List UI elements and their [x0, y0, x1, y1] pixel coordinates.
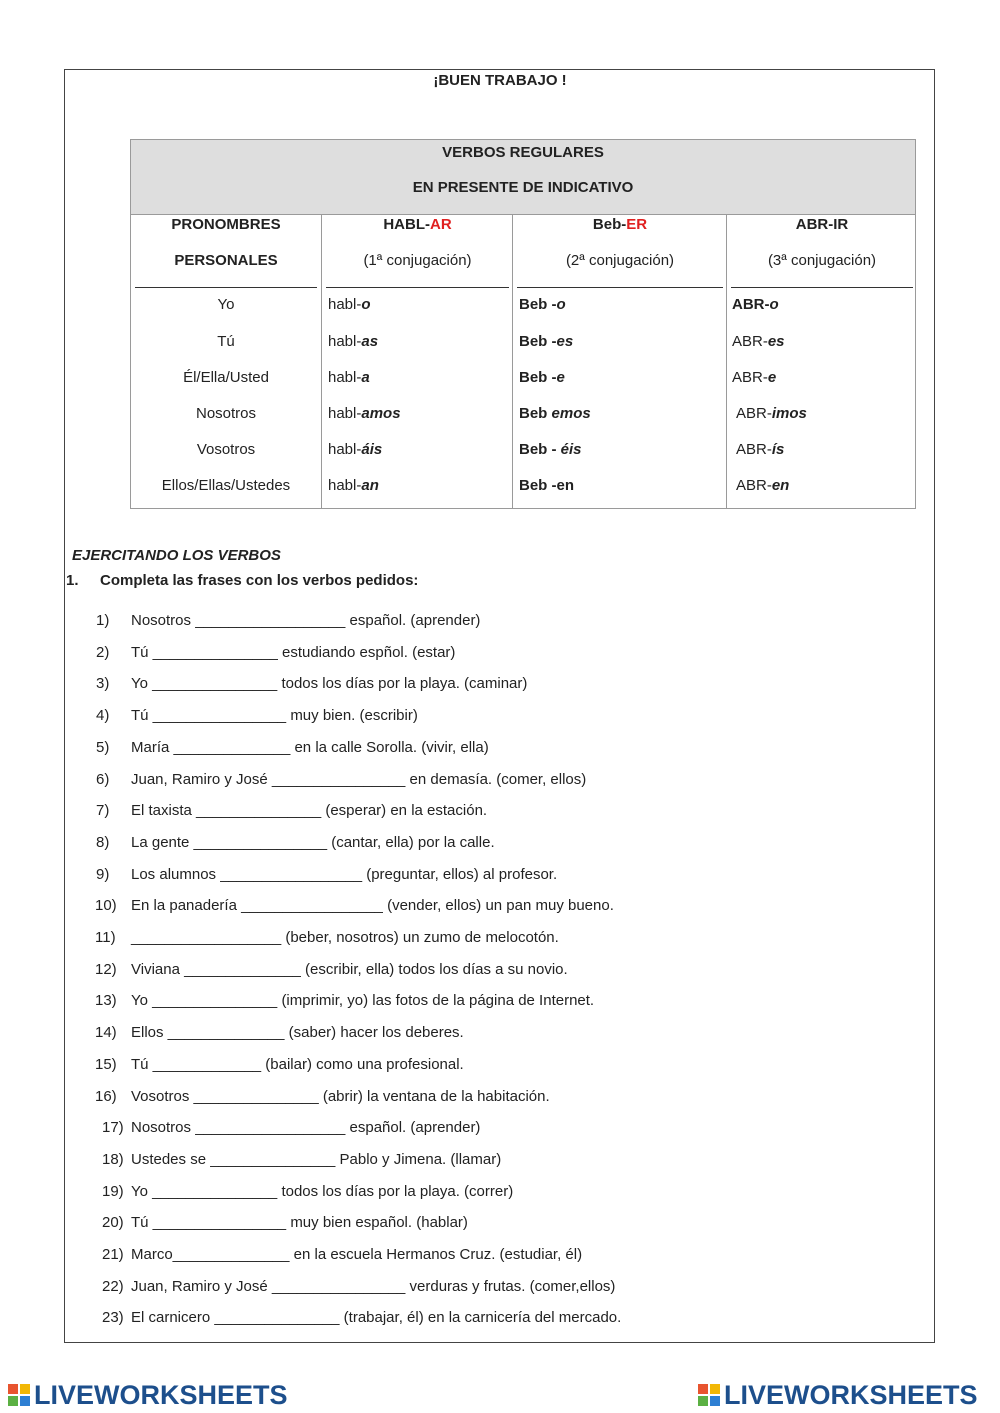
exercise-number: 21)	[102, 1246, 124, 1263]
exercise-number: 17)	[102, 1119, 124, 1137]
pronouns-cell: Nosotros	[195, 405, 257, 422]
ir-cell	[736, 441, 913, 458]
verb-ending: o	[769, 296, 779, 313]
verb-ending: en	[556, 477, 575, 494]
exercise-item	[0, 739, 1000, 759]
exercise-item	[0, 1056, 1000, 1076]
exercise-item	[0, 707, 1000, 727]
header-stem: HABL-	[383, 216, 430, 233]
verb-stem: Beb	[519, 405, 552, 422]
exercise-text[interactable]: Juan, Ramiro y José ________________ en demasía. (comer, ellos)	[131, 770, 587, 788]
verb-stem: ABR-	[736, 477, 772, 494]
verb-ending: as	[361, 333, 379, 350]
verb-stem: ABR-	[736, 405, 772, 422]
ar-cell	[328, 405, 509, 422]
exercise-number: 10)	[95, 897, 117, 915]
header-stem: Beb-	[592, 216, 627, 233]
verb-ending: ís	[771, 441, 785, 458]
exercise-number: 7)	[96, 802, 110, 820]
verb-ending: éis	[560, 441, 582, 458]
exercise-number: 9)	[96, 865, 110, 883]
logo-text: LIVEWORKSHEETS	[34, 1380, 288, 1410]
verb-stem: Beb -	[519, 369, 557, 386]
logo-icon	[698, 1384, 720, 1406]
pronouns-cell: Vosotros	[196, 441, 256, 458]
er-cell	[519, 441, 723, 458]
er-cell	[519, 333, 723, 350]
verb-stem: Beb -	[519, 477, 557, 494]
exercise-text[interactable]: Yo _______________ (imprimir, yo) las fotos de la página de Internet.	[131, 992, 595, 1010]
header-ending: ER	[626, 216, 648, 233]
er-cell	[519, 296, 723, 313]
ar-cell	[328, 333, 509, 350]
exercise-item	[0, 1119, 1000, 1139]
exercise-text[interactable]: Los alumnos _________________ (preguntar, ellos) al profesor.	[131, 865, 558, 883]
exercise-item	[0, 992, 1000, 1012]
column-subheader: PERSONALES	[174, 252, 278, 269]
exercise-item	[0, 961, 1000, 981]
column-header	[513, 216, 727, 233]
exercise-text[interactable]: Viviana ______________ (escribir, ella) todos los días a su novio.	[131, 960, 568, 978]
ar-cell	[328, 441, 509, 458]
verb-table	[130, 139, 916, 509]
exercise-number: 22)	[102, 1277, 124, 1295]
exercise-item	[0, 1151, 1000, 1171]
exercise-item	[0, 771, 1000, 791]
exercise-text[interactable]: El carnicero _______________ (trabajar, él) en la carnicería del mercado.	[131, 1309, 622, 1327]
verb-ending: a	[361, 369, 370, 386]
exercise-item	[0, 1214, 1000, 1234]
verb-stem: habl-	[328, 333, 362, 350]
column-header: PRONOMBRES	[171, 216, 281, 233]
er-cell	[519, 405, 723, 422]
verb-stem: habl-	[328, 441, 362, 458]
header-line-2: EN PRESENTE DE INDICATIVO	[412, 179, 634, 196]
column-ir	[726, 214, 917, 508]
exercise-number: 16)	[95, 1087, 117, 1105]
column-header: ABR-IR	[795, 216, 849, 233]
exercise-text[interactable]: Marco______________ en la escuela Hermanos Cruz. (estudiar, él)	[131, 1246, 583, 1263]
exercise-item	[0, 1088, 1000, 1108]
exercise-text[interactable]: En la panadería _________________ (vender, ellos) un pan muy bueno.	[131, 897, 614, 915]
verb-stem: habl-	[328, 369, 362, 386]
exercise-text[interactable]: __________________ (beber, nosotros) un zumo de melocotón.	[131, 929, 559, 946]
exercise-text[interactable]: La gente ________________ (cantar, ella) por la calle.	[131, 833, 495, 851]
exercise-text[interactable]: Ustedes se _______________ Pablo y Jimena. (llamar)	[131, 1150, 502, 1168]
verb-table-header	[131, 140, 915, 215]
ar-cell	[328, 369, 509, 386]
column-rule	[135, 287, 317, 288]
verb-ending: es	[767, 333, 785, 350]
verb-ending: an	[361, 477, 379, 494]
exercise-number: 11)	[95, 929, 116, 946]
exercise-item	[0, 1278, 1000, 1298]
verb-stem: ABR-	[732, 333, 768, 350]
instruction: Completa las frases con los verbos pedidos:	[100, 572, 419, 589]
exercise-text[interactable]: Ellos ______________ (saber) hacer los deberes.	[131, 1024, 464, 1042]
exercise-number: 6)	[96, 770, 110, 788]
exercise-item	[0, 1024, 1000, 1044]
exercise-number: 23)	[102, 1309, 124, 1327]
exercise-number: 18)	[102, 1150, 124, 1168]
section-title: EJERCITANDO LOS VERBOS	[72, 547, 281, 564]
exercise-text[interactable]: Juan, Ramiro y José ________________ verduras y frutas. (comer,ellos)	[131, 1277, 616, 1295]
exercise-item	[0, 929, 1000, 949]
exercise-number: 12)	[95, 960, 117, 978]
verb-stem: habl-	[328, 477, 362, 494]
exercise-item	[0, 866, 1000, 886]
er-cell	[519, 369, 723, 386]
exercise-text[interactable]: Tú _______________ estudiando espñol. (estar)	[131, 643, 456, 661]
exercise-text[interactable]: Nosotros __________________ español. (aprender)	[131, 612, 481, 629]
instruction-number: 1.	[66, 572, 79, 589]
exercise-text[interactable]: María ______________ en la calle Sorolla. (vivir, ella)	[131, 738, 489, 756]
verb-ending: emos	[551, 405, 591, 422]
verb-stem: Beb -	[519, 296, 557, 313]
column-er	[512, 214, 727, 508]
exercise-text[interactable]: Nosotros __________________ español. (aprender)	[131, 1119, 481, 1137]
header-line-1: VERBOS REGULARES	[442, 144, 604, 161]
exercise-number: 13)	[95, 992, 117, 1010]
exercise-item	[0, 612, 1000, 632]
verb-ending: o	[361, 296, 371, 313]
ir-cell	[736, 405, 913, 422]
exercise-item	[0, 834, 1000, 854]
exercise-item	[0, 1183, 1000, 1203]
exercise-text[interactable]: El taxista _______________ (esperar) en la estación.	[131, 802, 488, 820]
exercise-text[interactable]: Tú ________________ muy bien. (escribir)	[131, 707, 418, 725]
exercise-text[interactable]: Yo _______________ todos los días por la playa. (caminar)	[131, 675, 528, 693]
exercise-number: 20)	[102, 1214, 124, 1232]
page-title: ¡BUEN TRABAJO !	[433, 72, 567, 89]
verb-stem: habl-	[328, 405, 362, 422]
verb-stem: Beb -	[519, 333, 557, 350]
ir-cell	[732, 369, 913, 386]
exercise-number: 5)	[96, 738, 110, 756]
column-rule	[326, 287, 509, 288]
exercise-text[interactable]: Vosotros _______________ (abrir) la ventana de la habitación.	[131, 1087, 550, 1105]
verb-ending: o	[556, 296, 566, 313]
pronouns-cell: Tú	[217, 333, 235, 350]
exercise-item	[0, 802, 1000, 822]
ar-cell	[328, 296, 509, 313]
verb-stem: ABR-	[732, 296, 770, 313]
exercise-number: 15)	[95, 1055, 117, 1073]
verb-stem: Beb -	[519, 441, 561, 458]
logo-icon	[8, 1384, 30, 1406]
verb-ending: e	[767, 369, 777, 386]
exercise-number: 4)	[96, 707, 110, 725]
column-subheader: (2ª conjugación)	[565, 252, 675, 269]
column-rule	[731, 287, 913, 288]
ar-cell	[328, 477, 509, 494]
verb-ending: imos	[771, 405, 807, 422]
verb-ending: amos	[361, 405, 401, 422]
exercise-number: 14)	[95, 1024, 117, 1042]
pronouns-cell: Yo	[217, 296, 235, 313]
column-rule	[517, 287, 723, 288]
column-subheader: (3ª conjugación)	[767, 252, 877, 269]
exercise-item	[0, 1246, 1000, 1266]
verb-ending: en	[771, 477, 790, 494]
exercise-item	[0, 644, 1000, 664]
verb-stem: habl-	[328, 296, 362, 313]
verb-ending: áis	[361, 441, 383, 458]
column-ar	[321, 214, 513, 508]
exercise-number: 2)	[96, 643, 110, 661]
ir-cell	[732, 333, 913, 350]
column-pronouns	[131, 214, 321, 508]
verb-ending: es	[556, 333, 574, 350]
exercise-text[interactable]: Yo _______________ todos los días por la playa. (correr)	[131, 1182, 514, 1200]
verb-stem: ABR-	[736, 441, 772, 458]
ir-cell	[736, 477, 913, 494]
exercise-text[interactable]: Tú ________________ muy bien español. (hablar)	[131, 1214, 468, 1232]
exercise-text[interactable]: Tú _____________ (bailar) como una profesional.	[131, 1055, 464, 1073]
exercise-number: 8)	[96, 833, 110, 851]
exercise-item	[0, 897, 1000, 917]
pronouns-cell: Ellos/Ellas/Ustedes	[161, 477, 291, 494]
exercise-item	[0, 1309, 1000, 1329]
exercise-item	[0, 675, 1000, 695]
exercise-number: 1)	[96, 612, 110, 629]
er-cell	[519, 477, 723, 494]
column-subheader: (1ª conjugación)	[363, 252, 472, 269]
verb-stem: ABR-	[732, 369, 768, 386]
logo-text: LIVEWORKSHEETS	[724, 1380, 978, 1410]
ir-cell	[732, 296, 913, 313]
pronouns-cell: Él/Ella/Usted	[183, 369, 269, 386]
exercise-number: 19)	[102, 1182, 124, 1200]
exercise-number: 3)	[96, 675, 110, 693]
header-ending: AR	[429, 216, 452, 233]
verb-ending: e	[556, 369, 565, 386]
column-header	[322, 216, 513, 233]
